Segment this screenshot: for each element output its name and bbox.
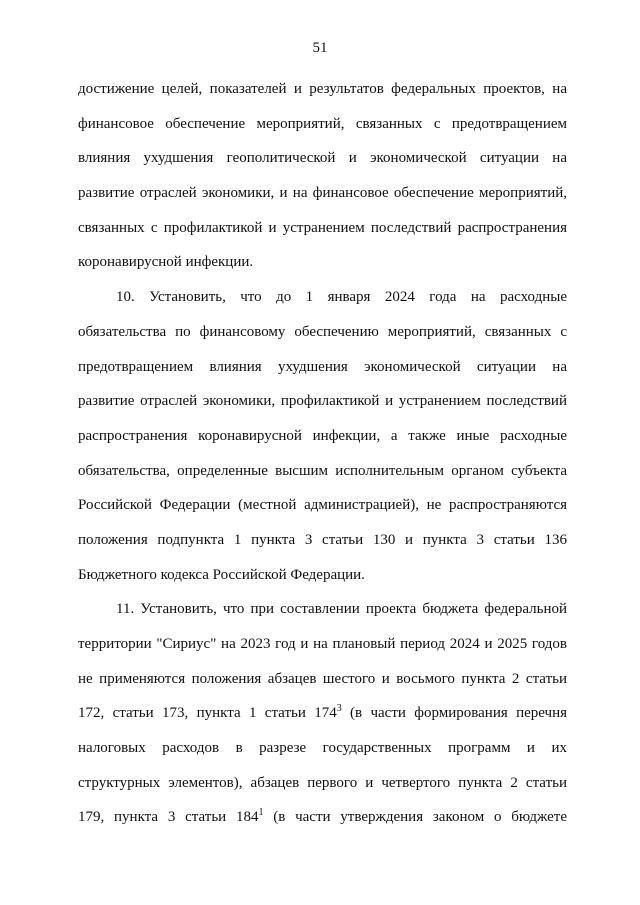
text-line-with-superscript <box>78 800 567 835</box>
text-line: развитие отраслей экономики, профилактикой и устранением последствий <box>78 393 567 410</box>
text-line: связанных с профилактикой и устранением последствий распространения <box>78 219 567 236</box>
text-line: Бюджетного кодекса Российской Федерации. <box>78 566 365 583</box>
text-line: распространения коронавирусной инфекции, а также иные расходные <box>78 427 567 444</box>
text-line: налоговых расходов в разрезе государственных программ и их <box>78 740 567 757</box>
text-line: 11. Установить, что при составлении проекта бюджета федеральной <box>116 601 567 618</box>
text-line: не применяются положения абзацев шестого и восьмого пункта 2 статьи <box>78 670 567 687</box>
document-body <box>78 72 567 835</box>
text-line: влияния ухудшения геополитической и экономической ситуации на <box>78 150 567 167</box>
superscript: 3 <box>336 703 342 715</box>
text-line: положения подпункта 1 пункта 3 статьи 130 и пункта 3 статьи 136 <box>78 531 567 548</box>
text-line: предотвращением влияния ухудшения экономической ситуации на <box>78 358 567 375</box>
text-line: обязательства, определенные высшим исполнительным органом субъекта <box>78 462 567 479</box>
paragraph-11 <box>78 592 567 835</box>
text-line: структурных элементов), абзацев первого и четвертого пункта 2 статьи <box>78 774 567 791</box>
page-number: 51 <box>312 40 328 56</box>
paragraph-1 <box>78 72 567 280</box>
text-fragment: 172, статьи 173, пункта 1 статьи 174 <box>78 705 337 722</box>
text-line: коронавирусной инфекции. <box>78 254 254 271</box>
text-fragment: 179, пункта 3 статьи 184 <box>78 809 259 826</box>
text-fragment: (в части утверждения законом о бюджете <box>263 809 568 826</box>
text-line: обязательства по финансовому обеспечению мероприятий, связанных с <box>78 323 567 340</box>
superscript: 1 <box>258 807 264 819</box>
text-line: территории "Сириус" на 2023 год и на плановый период 2024 и 2025 годов <box>78 636 567 652</box>
text-line: достижение целей, показателей и результатов федеральных проектов, на <box>78 81 567 97</box>
text-line: финансовое обеспечение мероприятий, связанных с предотвращением <box>78 115 567 132</box>
text-fragment: (в части формирования перечня <box>341 705 568 722</box>
text-line: развитие отраслей экономики, и на финансовое обеспечение мероприятий, <box>78 185 567 202</box>
text-line: 10. Установить, что до 1 января 2024 года на расходные <box>116 289 567 306</box>
paragraph-10 <box>78 280 567 592</box>
text-line: Российской Федерации (местной администрацией), не распространяются <box>78 497 567 514</box>
text-line-with-superscript <box>78 696 567 731</box>
